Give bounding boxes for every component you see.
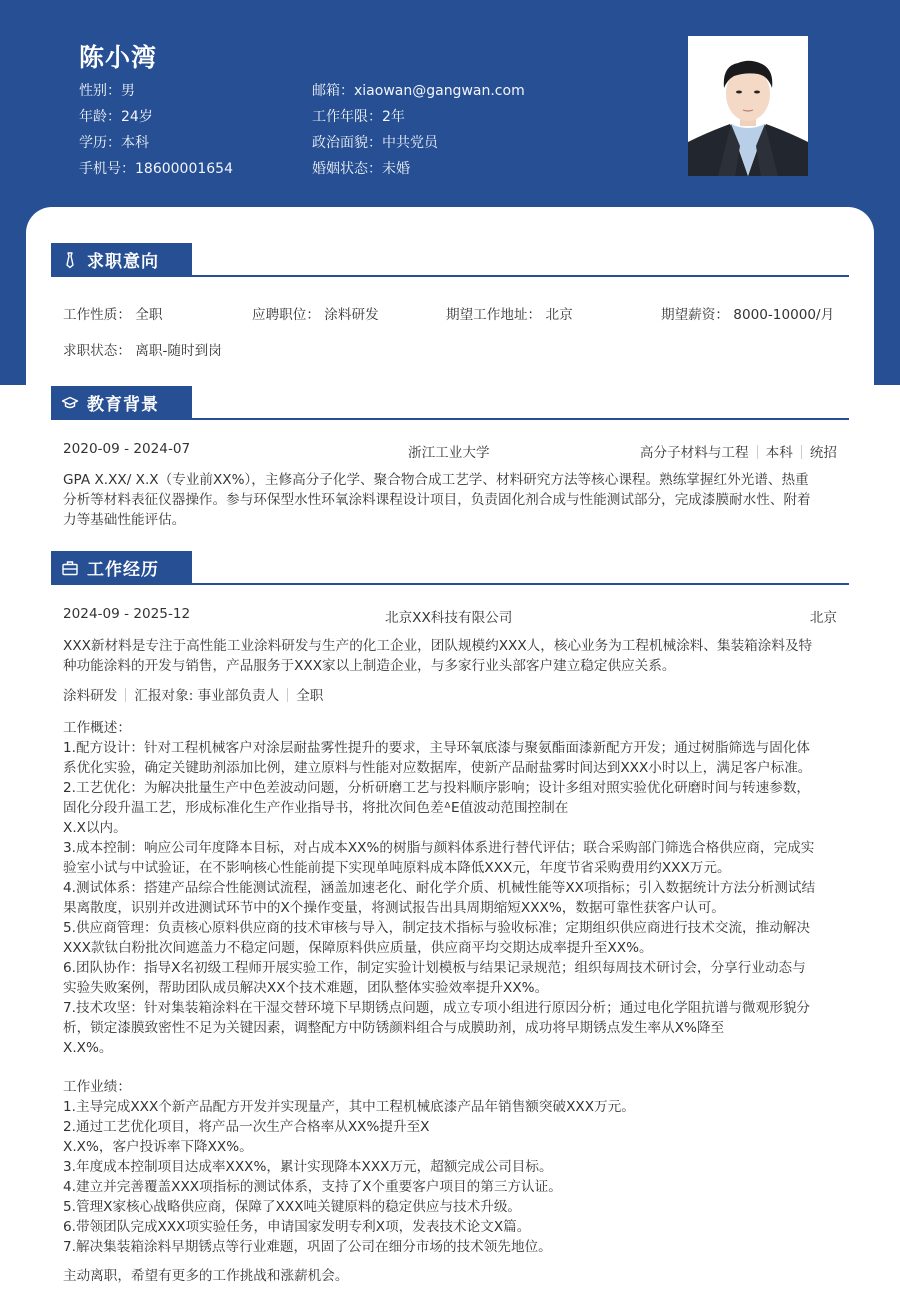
- work-overview: 工作概述： 1.配方设计：针对工程机械客户对涂层耐盐雾性提升的要求，主导环氧底漆与聚氨酯面漆新配方开发；通过树脂筛选与固化体 系优化实验，确定关键助剂添加比例，建立原料与性能对应数据库，使新产品耐盐雾时间达到XXX小时以上，满足客户标准。 2.工艺优化：为解决批量生产中色差波动问题，分析研磨工艺与投料顺序影响；设计多组对照实验优化研磨时间与转速参数， 固化分段升温工艺，形成标准化生产作业指导书，将批次间色差ᐞE值波动范围控制在 X.X以内。 3.成本控制：响应公司年度降本目标，对占成本XX%的树脂与颜料体系进行替代评估；联合采购部门筛选合格供应商，完成实 验室小试与中试验证，在不影响核心性能前提下实现单吨原料成本降低XXX元，年度节省采购费用约XXX万元。 4.测试体系：搭建产品综合性能测试流程，涵盖加速老化、耐化学介质、机械性能等XX项指标；引入数据统计方法分析测试结 果离散度，识别并改进测试环节中的X个操作变量，将测试报告出具周期缩短XXX%，数据可靠性获客户认可。 5.供应商管理：负责核心原料供应商的技术审核与导入，制定技术指标与验收标准；定期组织供应商进行技术交流，推动解决 XXX款钛白粉批次间遮盖力不稳定问题，保障原料供应质量，供应商平均交期达成率提升至XX%。 6.团队协作：指导X名初级工程师开展实验工作，制定实验计划模板与结果记录规范；组织每周技术研讨会，分享行业动态与 实验失败案例，帮助团队成员解决XX个技术难题，团队整体实验效率提升XX%。 7.技术攻坚：针对集装箱涂料在干湿交替环境下早期锈点问题，成立专项小组进行原因分析；通过电化学阻抗谱与微观形貌分 析，锁定漆膜致密性不足为关键因素，调整配方中防锈颜料组合与成膜助剂，成功将早期锈点发生率从X%降至 X.X%。: [63, 718, 843, 1058]
- intent-status: 求职状态： 离职-随时到岗: [63, 343, 222, 359]
- info-work-years: 工作年限：2年: [312, 109, 405, 125]
- divider: [801, 445, 802, 459]
- intent-location: 期望工作地址： 北京: [446, 307, 573, 323]
- info-political-status: 政治面貌：中共党员: [312, 135, 438, 151]
- work-tags: [63, 684, 323, 704]
- section-tab: [51, 243, 192, 276]
- info-age: 年龄：24岁: [79, 109, 153, 125]
- briefcase-icon: [61, 559, 79, 577]
- resume-header: [0, 0, 900, 200]
- info-phone: 手机号：18600001654: [79, 161, 233, 177]
- section-job-intention: [51, 243, 849, 277]
- candidate-name: 陈小湾: [79, 43, 158, 72]
- divider: [757, 445, 758, 459]
- tie-icon: [61, 251, 79, 269]
- info-marital-status: 婚姻状态：未婚: [312, 161, 410, 177]
- graduation-cap-icon: [61, 394, 79, 412]
- portrait-image: [688, 36, 808, 176]
- info-gender: 性别：男: [79, 83, 135, 99]
- divider: [125, 688, 126, 702]
- section-title: 求职意向: [87, 252, 159, 272]
- divider: [287, 688, 288, 702]
- profile-photo: [688, 36, 808, 176]
- education-description: GPA X.XX/ X.X（专业前XX%），主修高分子化学、聚合物合成工艺学、材料研究方法等核心课程。熟练掌握红外光谱、热重 分析等材料表征仪器操作。参与环保型水性环氧涂料课程设计项目，负责固化剂合成与性能测试部分，完成漆膜耐水性、附着 力等基础性能评估。: [63, 472, 811, 528]
- education-school: 浙江工业大学: [408, 445, 490, 461]
- education-major: 高分子材料与工程: [639, 445, 749, 461]
- achievements-title: 工作业绩：: [63, 1079, 131, 1095]
- education-period: 2020-09 - 2024-07: [63, 441, 191, 457]
- basic-info-left: [79, 78, 233, 182]
- section-work-experience: [51, 551, 849, 585]
- info-education: 学历：本科: [79, 135, 149, 151]
- intent-salary: 期望薪资： 8000-10000/月: [661, 307, 835, 323]
- work-location: 北京: [809, 610, 837, 626]
- work-achievements: 工作业绩： 1.主导完成XXX个新产品配方开发并实现量产，其中工程机械底漆产品年销售额突破XXX万元。 2.通过工艺优化项目，将产品一次生产合格率从XX%提升至X X.X%，客户投诉率下降XX%。 3.年度成本控制项目达成率XXX%，累计实现降本XXX万元，超额完成公司目标。 4.建立并完善覆盖XXX项指标的测试体系，支持了X个重要客户项目的第三方认证。 5.管理X家核心战略供应商，保障了XXX吨关键原料的稳定供应与技术升级。 6.带领团队完成XXX项实验任务，申请国家发明专利X项，发表技术论文X篇。 7.解决集装箱涂料早期锈点等行业难题，巩固了公司在细分市场的技术领先地位。: [63, 1077, 843, 1257]
- leave-reason: 主动离职，希望有更多的工作挑战和涨薪机会。: [63, 1268, 349, 1284]
- education-type: 统招: [809, 445, 837, 461]
- work-company: 北京XX科技有限公司: [385, 610, 513, 626]
- work-period: 2024-09 - 2025-12: [63, 606, 191, 622]
- section-title: 教育背景: [87, 395, 159, 415]
- intent-position: 应聘职位： 涂料研发: [252, 307, 379, 323]
- tag-employment-type: 全职: [296, 688, 324, 704]
- basic-info-right: [312, 78, 525, 182]
- overview-title: 工作概述：: [63, 720, 131, 736]
- section-tab: [51, 551, 192, 584]
- section-education: [51, 386, 849, 420]
- section-tab: [51, 386, 192, 419]
- info-email: 邮箱：xiaowan@gangwan.com: [312, 83, 525, 99]
- tag-role: 涂料研发: [63, 688, 118, 704]
- company-description: XXX新材料是专注于高性能工业涂料研发与生产的化工企业，团队规模约XXX人，核心业务为工程机械涂料、集装箱涂料及特 种功能涂料的开发与销售，产品服务于XXX家以上制造企业，与多家行业头部客户建立稳定供应关系。: [63, 638, 813, 674]
- tag-report-to: 汇报对象: 事业部负责人: [134, 688, 280, 704]
- education-degree: 本科: [765, 445, 793, 461]
- intent-job-type: 工作性质： 全职: [63, 307, 163, 323]
- section-title: 工作经历: [87, 560, 159, 580]
- education-details: [640, 441, 837, 461]
